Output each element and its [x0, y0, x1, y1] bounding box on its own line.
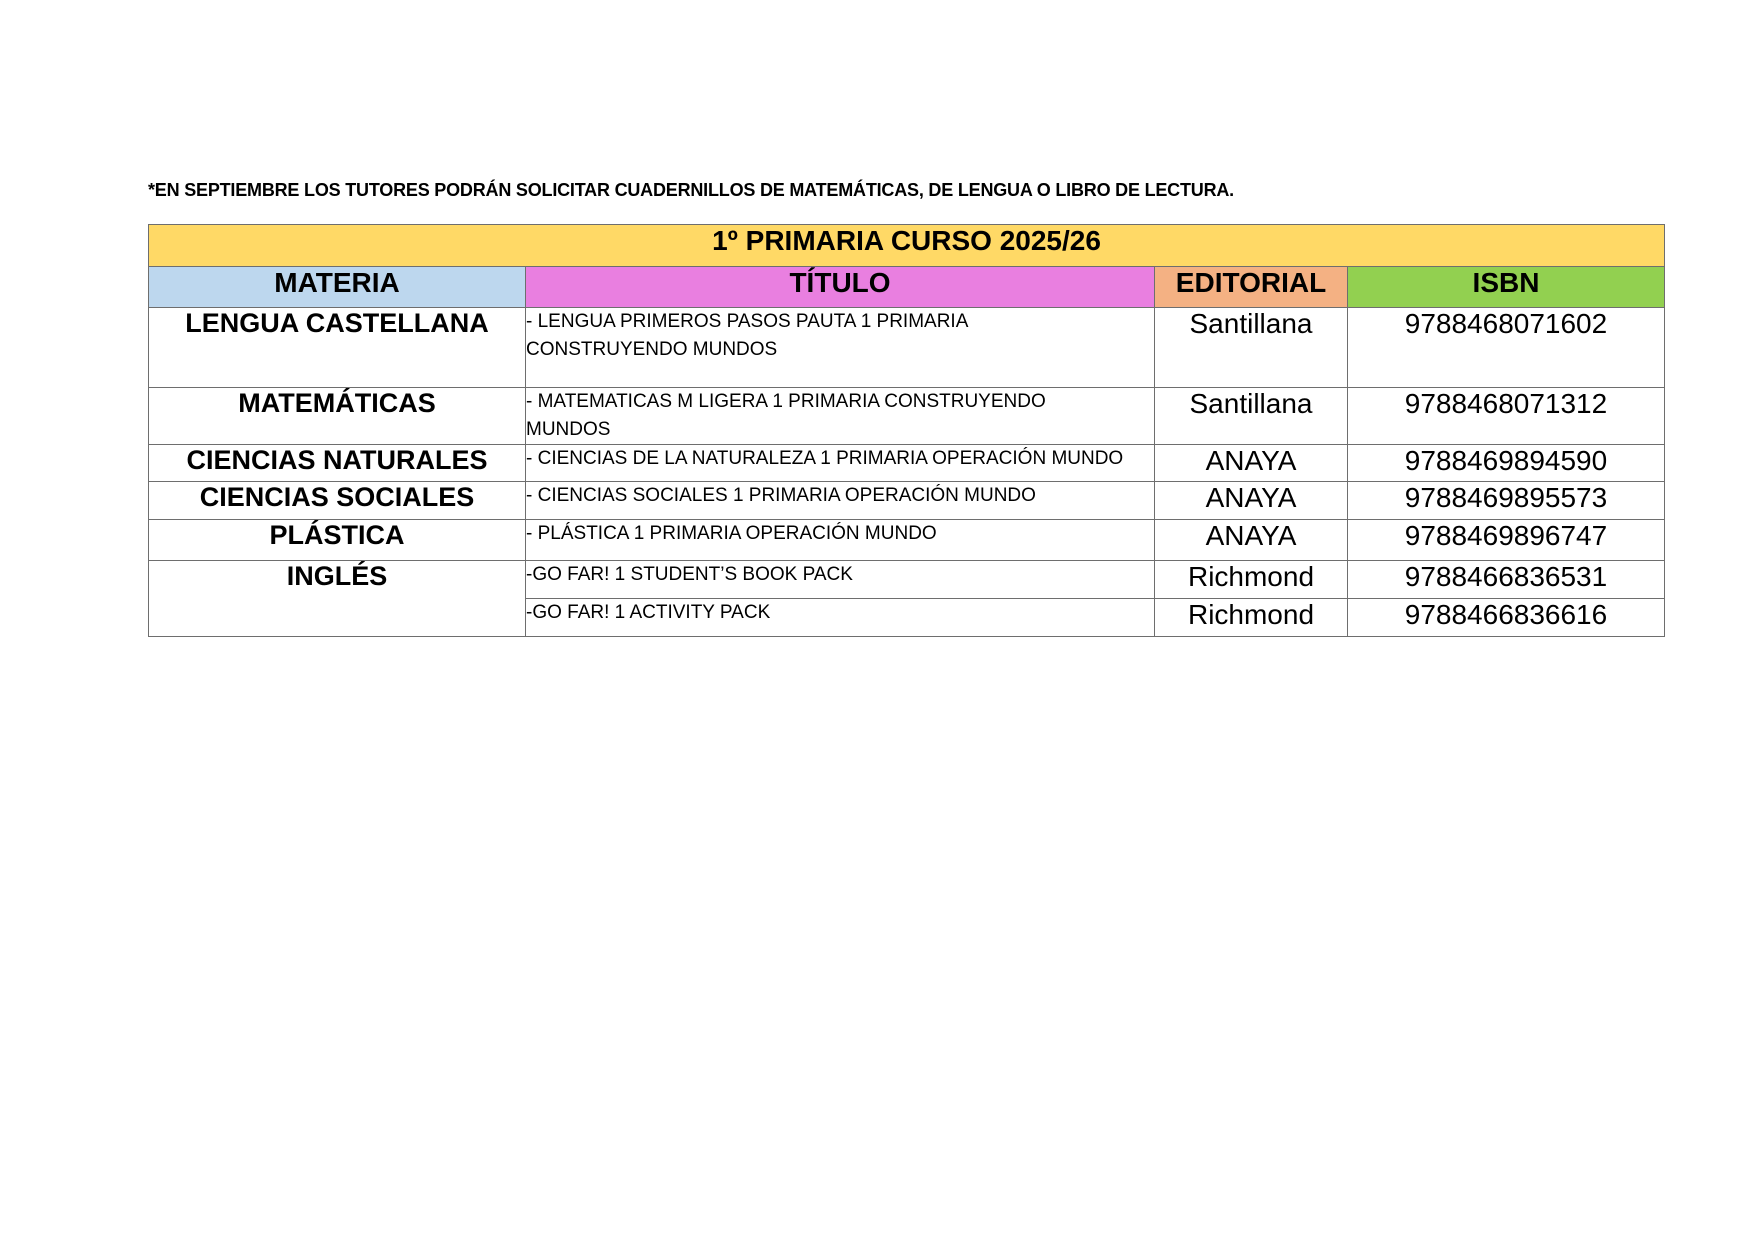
materia-cell: INGLÉS: [149, 561, 526, 637]
titulo-line: - MATEMATICAS M LIGERA 1 PRIMARIA CONSTRUYENDO: [526, 391, 1046, 412]
materia-cell: MATEMÁTICAS: [149, 388, 526, 445]
materia-cell: CIENCIAS NATURALES: [149, 445, 526, 482]
isbn-cell: 9788466836616: [1348, 599, 1665, 637]
table-row: [149, 561, 1665, 599]
editorial-cell: ANAYA: [1155, 445, 1348, 482]
titulo-cell: - PLÁSTICA 1 PRIMARIA OPERACIÓN MUNDO: [526, 520, 1155, 561]
isbn-cell: 9788466836531: [1348, 561, 1665, 599]
titulo-line: MUNDOS: [526, 419, 611, 440]
header-isbn: ISBN: [1348, 267, 1665, 308]
table-row: [149, 388, 1665, 445]
materia-cell: PLÁSTICA: [149, 520, 526, 561]
materia-cell: LENGUA CASTELLANA: [149, 308, 526, 388]
table-row: [149, 520, 1665, 561]
textbook-table: [148, 224, 1665, 637]
editorial-cell: ANAYA: [1155, 482, 1348, 520]
september-note: *EN SEPTIEMBRE LOS TUTORES PODRÁN SOLICITAR CUADERNILLOS DE MATEMÁTICAS, DE LENGUA O LIBRO DE LECTURA.: [148, 180, 1234, 200]
editorial-cell: Santillana: [1155, 388, 1348, 445]
materia-cell: CIENCIAS SOCIALES: [149, 482, 526, 520]
table-title-row: [149, 225, 1665, 267]
header-materia: MATERIA: [149, 267, 526, 308]
editorial-cell: ANAYA: [1155, 520, 1348, 561]
table-header-row: [149, 267, 1665, 308]
table-title: 1º PRIMARIA CURSO 2025/26: [149, 225, 1665, 267]
titulo-cell: - CIENCIAS DE LA NATURALEZA 1 PRIMARIA OPERACIÓN MUNDO: [526, 445, 1155, 482]
titulo-cell: -GO FAR! 1 ACTIVITY PACK: [526, 599, 1155, 637]
isbn-cell: 9788469896747: [1348, 520, 1665, 561]
editorial-cell: Richmond: [1155, 561, 1348, 599]
titulo-cell: [526, 308, 1155, 388]
titulo-cell: - CIENCIAS SOCIALES 1 PRIMARIA OPERACIÓN MUNDO: [526, 482, 1155, 520]
isbn-cell: 9788468071602: [1348, 308, 1665, 388]
titulo-line: - LENGUA PRIMEROS PASOS PAUTA 1 PRIMARIA: [526, 311, 969, 332]
table-row: [149, 482, 1665, 520]
editorial-cell: Richmond: [1155, 599, 1348, 637]
table-row: [149, 308, 1665, 388]
header-editorial: EDITORIAL: [1155, 267, 1348, 308]
isbn-cell: 9788469894590: [1348, 445, 1665, 482]
isbn-cell: 9788469895573: [1348, 482, 1665, 520]
titulo-cell: [526, 388, 1155, 445]
table-row: [149, 445, 1665, 482]
isbn-cell: 9788468071312: [1348, 388, 1665, 445]
header-titulo: TÍTULO: [526, 267, 1155, 308]
titulo-cell: -GO FAR! 1 STUDENT’S BOOK PACK: [526, 561, 1155, 599]
titulo-line: CONSTRUYENDO MUNDOS: [526, 339, 778, 360]
editorial-cell: Santillana: [1155, 308, 1348, 388]
